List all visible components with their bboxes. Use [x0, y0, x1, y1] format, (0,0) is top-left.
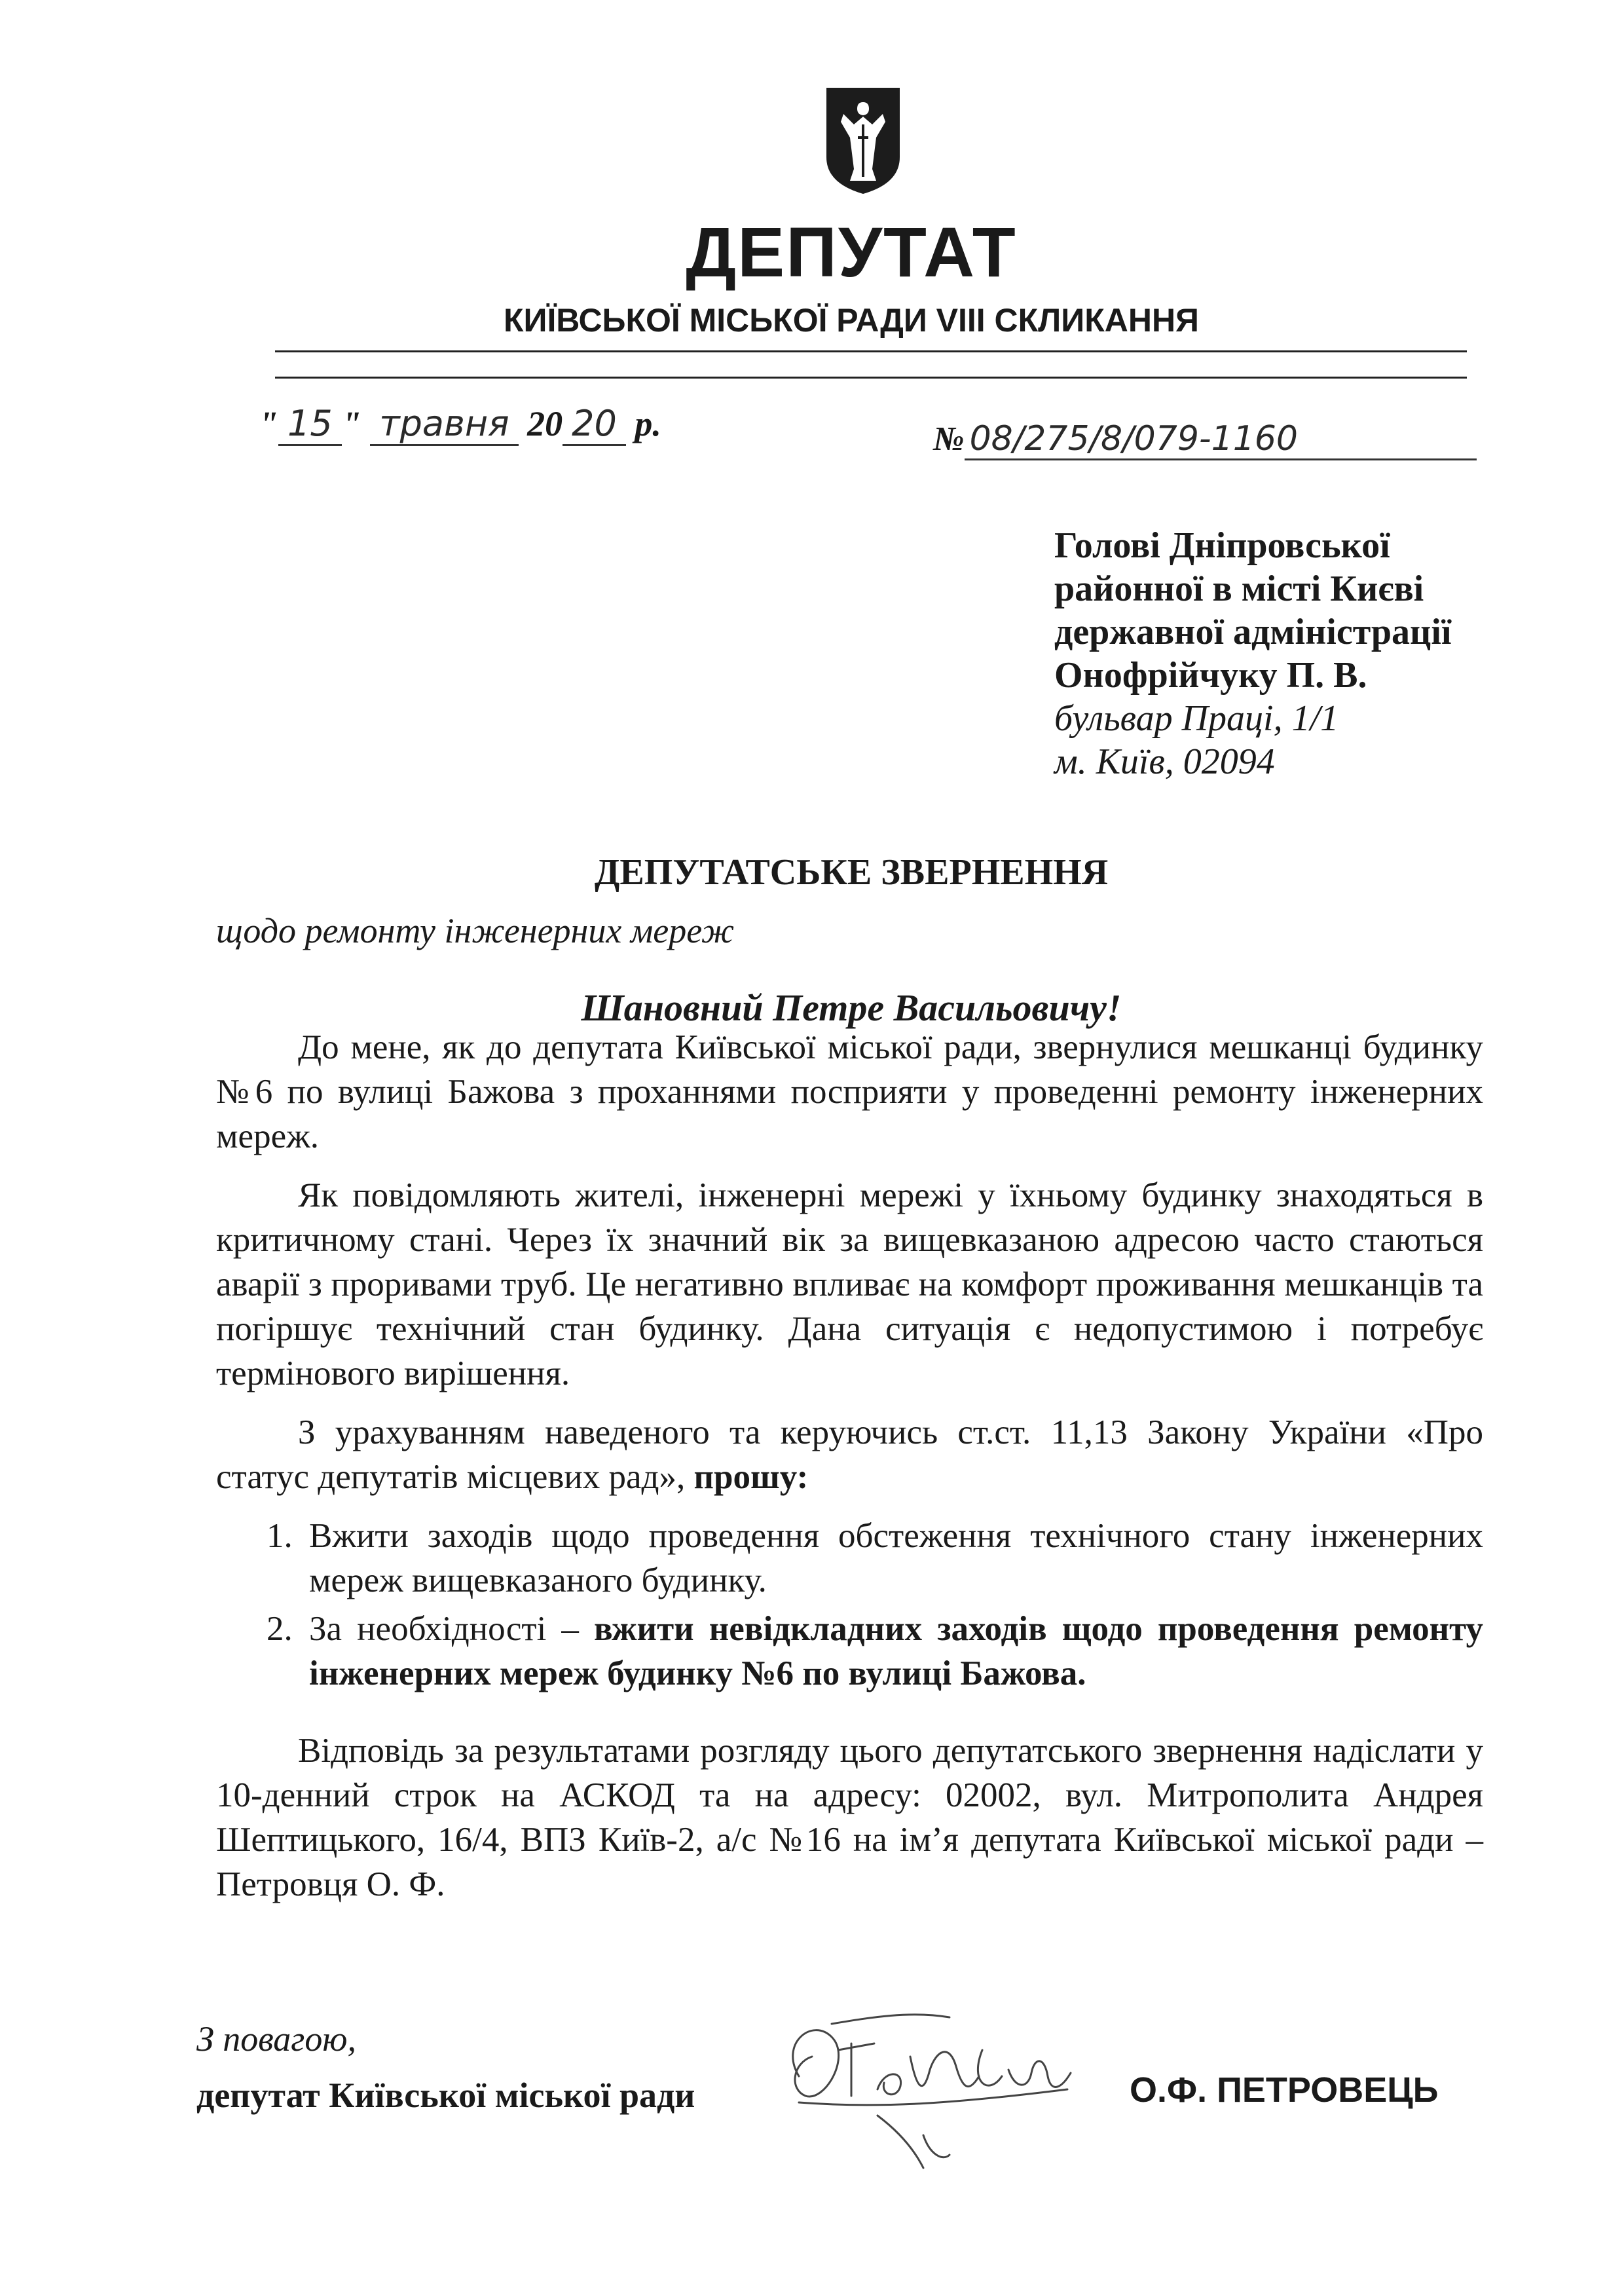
request-keyword: прошу: — [693, 1458, 809, 1496]
addressee-name: Онофрійчуку П. В. — [1054, 655, 1367, 696]
closing-position: депутат Київської міської ради — [196, 2076, 695, 2115]
addressee-city: м. Київ, 02094 — [1054, 741, 1275, 782]
addressee-line: державної адміністрації — [1054, 612, 1452, 652]
body-paragraph — [216, 1410, 1483, 1499]
date-close-quote: " — [341, 404, 361, 443]
addressee-line: районної в місті Києві — [1054, 569, 1424, 609]
closing-regards: З повагою, — [196, 2019, 356, 2059]
addressee-block — [1054, 524, 1451, 783]
letter-date — [259, 403, 661, 444]
request-item — [301, 1607, 1483, 1696]
request-item-text: За необхідності – — [309, 1610, 579, 1648]
ref-symbol: № — [933, 420, 965, 458]
letter-body — [216, 1025, 1483, 1921]
date-month: травня — [370, 403, 518, 446]
addressee-line: Голові Дніпровської — [1054, 525, 1390, 566]
letter-reference — [933, 419, 1477, 460]
document-title: ДЕПУТАТСЬКЕ ЗВЕРНЕННЯ — [594, 852, 1109, 893]
date-year-suffix: 20 — [563, 403, 626, 446]
handwritten-signature-icon — [753, 2004, 1146, 2174]
request-intro: З урахуванням наведеного та керуючись ст.ст. 11,13 Закону України «Про статус депутатів місцевих рад», — [216, 1413, 1483, 1496]
letterhead-title: ДЕПУТАТ — [686, 212, 1017, 291]
signer-name: О.Ф. ПЕТРОВЕЦЬ — [1130, 2070, 1439, 2110]
ref-number: 08/275/8/079-1160 — [965, 419, 1477, 460]
body-paragraph: Як повідомляють жителі, інженерні мережі у їхньому будинку знаходяться в критичному стані. Через їх значний вік за вищевказаною адресою часто стаються аварії з проривами труб. Це негативно впливає на комфорт проживання мешканців та погіршує технічний стан будинку. Дана ситуація є недопустимою і потребує термінового вирішення. — [216, 1176, 1483, 1392]
date-year-mark: р. — [635, 404, 661, 443]
greeting: Шановний Петре Васильовичу! — [581, 986, 1122, 1029]
closing-block — [196, 2011, 695, 2123]
request-list — [216, 1514, 1483, 1696]
addressee-street: бульвар Праці, 1/1 — [1054, 698, 1339, 739]
header-rule-upper — [275, 350, 1467, 352]
date-year-prefix: 20 — [527, 404, 563, 443]
request-item: 1. Вжити заходів щодо проведення обстеження технічного стану інженерних мереж вищевказаного будинку. — [301, 1514, 1483, 1603]
date-day: 15 — [278, 403, 342, 446]
document-subject: щодо ремонту інженерних мереж — [216, 911, 735, 950]
header-rule-lower — [275, 377, 1467, 379]
kyiv-coat-of-arms-icon — [824, 85, 902, 196]
date-open-quote: " — [259, 404, 278, 443]
request-item-emphasis: вжити невідкладних заходів щодо проведення ремонту інженерних мереж будинку №6 по вулиці Бажова. — [309, 1610, 1483, 1692]
letterhead-subtitle: КИЇВСЬКОЇ МІСЬКОЇ РАДИ VIII СКЛИКАННЯ — [504, 302, 1199, 339]
response-paragraph: Відповідь за результатами розгляду цього депутатського звернення надіслати у 10-денний строк на АСКОД та на адресу: 02002, вул. Митрополита Андрея Шептицького, 16/4, ВПЗ Київ-2, а/с №16 на ім’я депутата Київської міської ради – Петровця О. Ф. — [216, 1732, 1483, 1903]
body-paragraph: До мене, як до депутата Київської міської ради, звернулися мешканці будинку №6 по вулиці Бажова з проханнями посприяти у проведенні ремонту інженерних мереж. — [216, 1028, 1483, 1155]
